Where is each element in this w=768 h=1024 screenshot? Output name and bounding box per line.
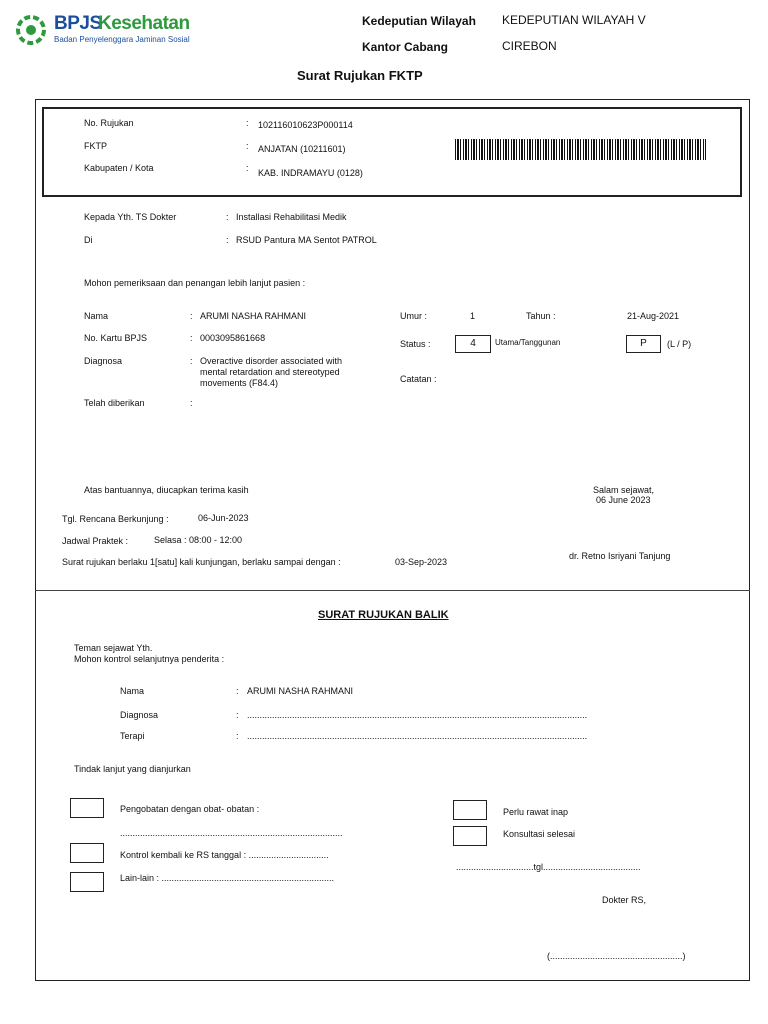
no-rujukan-label: No. Rujukan xyxy=(84,118,134,128)
no-rujukan-value: 102116010623P000114 xyxy=(258,120,353,130)
rawat-checkbox[interactable] xyxy=(453,800,487,820)
kepada-value: Installasi Rehabilitasi Medik xyxy=(236,212,347,222)
balik-title: SURAT RUJUKAN BALIK xyxy=(318,609,449,621)
colon: : xyxy=(226,212,229,222)
berlaku-value: 03-Sep-2023 xyxy=(395,557,448,567)
colon: : xyxy=(246,141,249,151)
logo-brand: BPJS xyxy=(54,13,102,34)
kontrol-checkbox[interactable] xyxy=(70,843,104,863)
cabang-value: CIREBON xyxy=(502,39,557,53)
balik-mohon: Mohon kontrol selanjutnya penderita : xyxy=(74,654,225,664)
gender-desc: (L / P) xyxy=(667,339,692,349)
balik-nama-value: ARUMI NASHA RAHMANI xyxy=(247,686,354,696)
page-title: Surat Rujukan FKTP xyxy=(297,68,423,83)
lain-checkbox[interactable] xyxy=(70,872,104,892)
colon: : xyxy=(190,398,193,408)
balik-diagnosa-label: Diagnosa xyxy=(120,710,159,720)
catatan-label: Catatan : xyxy=(400,374,437,384)
logo-brand-2: Kesehatan xyxy=(98,13,190,34)
section-divider xyxy=(35,590,750,591)
colon: : xyxy=(226,235,229,245)
diagnosa-line-2: mental retardation and stereotyped xyxy=(200,367,340,377)
konsul-checkbox[interactable] xyxy=(453,826,487,846)
telah-label: Telah diberikan xyxy=(84,398,145,408)
status-desc: Utama/Tanggunan xyxy=(495,338,561,347)
barcode xyxy=(455,139,706,160)
kabupaten-label: Kabupaten / Kota xyxy=(84,163,154,173)
status-box: 4 xyxy=(455,335,491,353)
balik-terapi-label: Terapi xyxy=(120,731,145,741)
diagnosa-label: Diagnosa xyxy=(84,356,123,366)
deputi-value: KEDEPUTIAN WILAYAH V xyxy=(502,13,646,27)
colon: : xyxy=(190,356,193,366)
obat-dots[interactable]: ......................................................................................... xyxy=(120,828,343,838)
salam-date: 06 June 2023 xyxy=(596,495,651,505)
cabang-label: Kantor Cabang xyxy=(362,40,449,54)
signature-line[interactable]: (.....................................................) xyxy=(547,951,686,961)
di-label: Di xyxy=(84,235,93,245)
balik-nama-label: Nama xyxy=(120,686,145,696)
mohon-text: Mohon pemeriksaan dan penangan lebih lanjut pasien : xyxy=(84,278,306,288)
jadwal-value: Selasa : 08:00 - 12:00 xyxy=(154,535,243,545)
thanks-text: Atas bantuannya, diucapkan terima kasih xyxy=(84,485,249,495)
lain-label: Lain-lain : ..................................................................... xyxy=(120,873,335,883)
dokter-name: dr. Retno Isriyani Tanjung xyxy=(569,551,671,561)
colon: : xyxy=(246,118,249,128)
colon: : xyxy=(236,710,239,720)
nama-label: Nama xyxy=(84,311,109,321)
logo-subtitle: Badan Penyelenggara Jaminan Sosial xyxy=(54,35,190,44)
kartu-value: 0003095861668 xyxy=(200,333,266,343)
jadwal-label: Jadwal Praktek : xyxy=(62,536,129,546)
tgl-line[interactable]: ...............................tgl....................................... xyxy=(456,862,641,872)
teman-text: Teman sejawat Yth. xyxy=(74,643,153,653)
tahun-label: Tahun : xyxy=(526,311,556,321)
tahun-value: 21-Aug-2021 xyxy=(627,311,680,321)
kepada-label: Kepada Yth. TS Dokter xyxy=(84,212,177,222)
tindak-text: Tindak lanjut yang dianjurkan xyxy=(74,764,191,774)
rencana-label: Tgl. Rencana Berkunjung : xyxy=(62,514,169,524)
diagnosa-line-1: Overactive disorder associated with xyxy=(200,356,343,366)
colon: : xyxy=(190,311,193,321)
diagnosa-line-3: movements (F84.4) xyxy=(200,378,279,388)
gender-box: P xyxy=(626,335,661,353)
status-label: Status : xyxy=(400,339,431,349)
deputi-label: Kedeputian Wilayah xyxy=(362,14,476,28)
nama-value: ARUMI NASHA RAHMANI xyxy=(200,311,307,321)
bpjs-emblem-icon xyxy=(16,15,46,45)
colon: : xyxy=(236,731,239,741)
obat-label: Pengobatan dengan obat- obatan : xyxy=(120,804,260,814)
dokter-rs-label: Dokter RS, xyxy=(602,895,647,905)
obat-checkbox[interactable] xyxy=(70,798,104,818)
berlaku-text: Surat rujukan berlaku 1[satu] kali kunjungan, berlaku sampai dengan : xyxy=(62,557,341,567)
fktp-value: ANJATAN (10211601) xyxy=(258,144,346,154)
colon: : xyxy=(236,686,239,696)
umur-value: 1 xyxy=(470,311,476,321)
konsul-label: Konsultasi selesai xyxy=(503,829,576,839)
balik-terapi-dots[interactable]: ........................................................................................................................................ xyxy=(247,731,588,741)
kabupaten-value: KAB. INDRAMAYU (0128) xyxy=(258,168,363,178)
bpjs-logo xyxy=(16,13,196,47)
di-value: RSUD Pantura MA Sentot PATROL xyxy=(236,235,377,245)
umur-label: Umur : xyxy=(400,311,427,321)
document-frame xyxy=(35,99,750,981)
rawat-label: Perlu rawat inap xyxy=(503,807,569,817)
fktp-label: FKTP xyxy=(84,141,108,151)
colon: : xyxy=(246,163,249,173)
colon: : xyxy=(190,333,193,343)
balik-diagnosa-dots[interactable]: ........................................................................................................................................ xyxy=(247,710,588,720)
rencana-value: 06-Jun-2023 xyxy=(198,513,249,523)
kontrol-label: Kontrol kembali ke RS tanggal : ................................ xyxy=(120,850,329,860)
kartu-label: No. Kartu BPJS xyxy=(84,333,148,343)
salam-text: Salam sejawat, xyxy=(593,485,655,495)
